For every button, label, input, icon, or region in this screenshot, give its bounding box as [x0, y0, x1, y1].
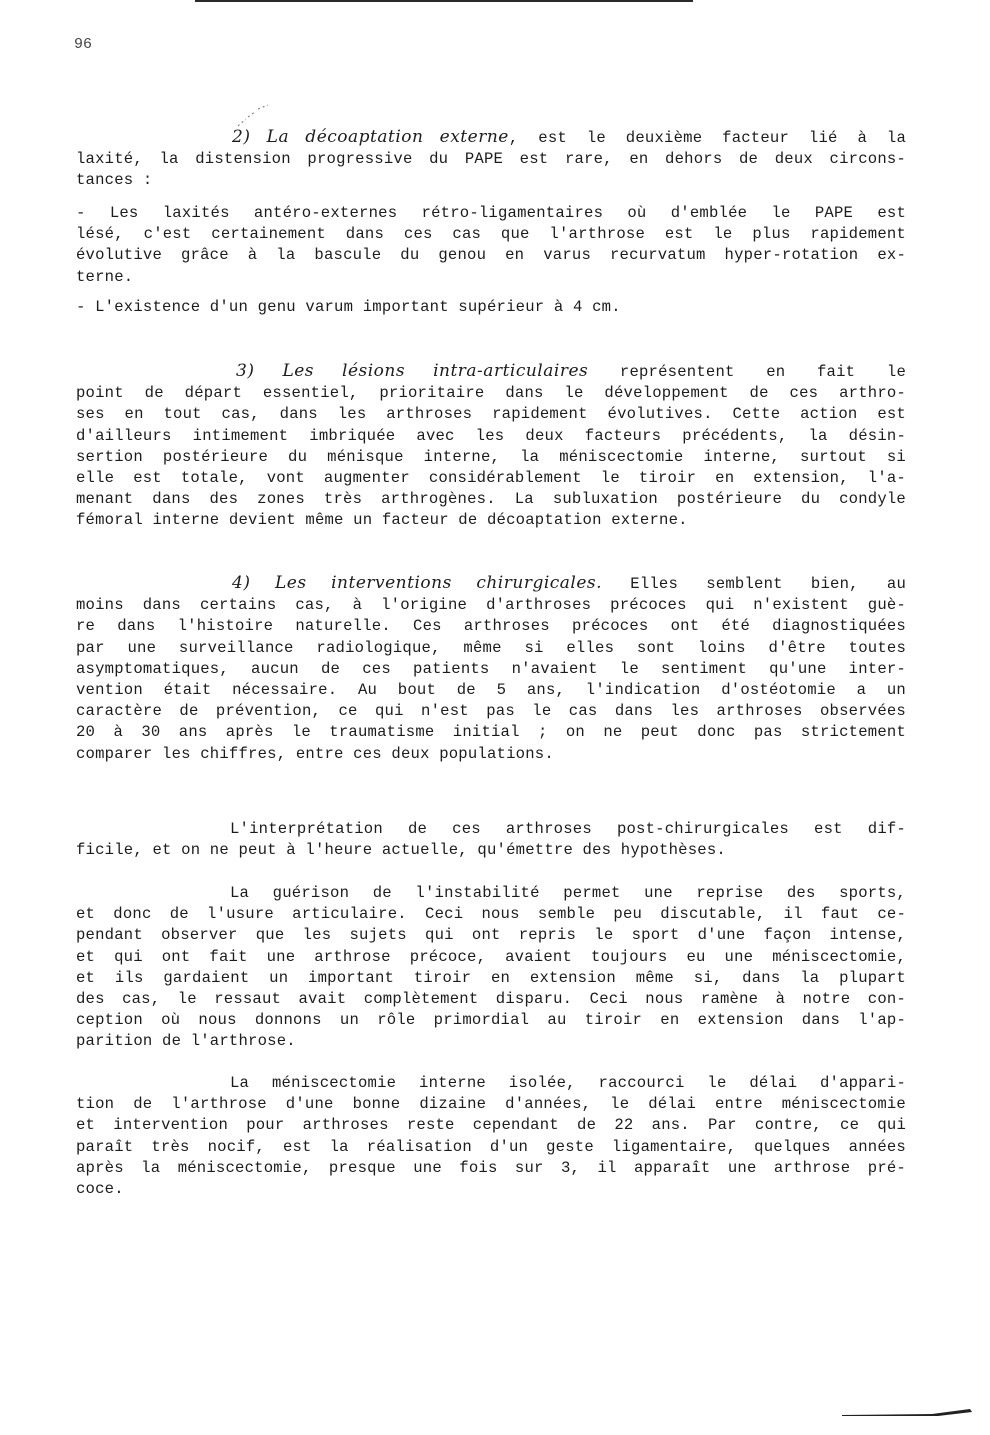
text-line: évolutive grâce à la bascule du genou en varus recurvatum hyper-rotation ex-	[76, 246, 906, 265]
text-line: caractère de prévention, ce qui n'est pas le cas dans les arthroses observées	[76, 702, 906, 721]
text-line: menant dans des zones très arthrogènes. La subluxation postérieure du condyle	[76, 490, 906, 509]
text-line: Elles semblent bien, au	[602, 575, 907, 593]
text-line: La méniscectomie interne isolée, raccourci le délai d'appari-	[230, 1074, 906, 1092]
text-line: paraît très nocif, est la réalisation d'un geste ligamentaire, quelques années	[76, 1137, 906, 1156]
text-line: terne.	[76, 267, 134, 286]
text-line: d'ailleurs intimement imbriquée avec les deux facteurs précédents, la désin-	[76, 426, 906, 445]
page-number: 96	[74, 36, 93, 53]
text-line: La guérison de l'instabilité permet une reprise des sports,	[230, 884, 906, 902]
text-line: fémoral interne devient même un facteur de décoaptation externe.	[76, 511, 688, 530]
list-item-laxites	[76, 203, 906, 288]
text-line: sertion postérieure du ménisque interne, la méniscectomie interne, surtout si	[76, 447, 906, 466]
text-line: parition de l'arthrose.	[76, 1032, 296, 1051]
text-line: ficile, et on ne peut à l'heure actuelle, qu'émettre des hypothèses.	[76, 841, 726, 860]
section-heading: 2) La décoaptation externe	[232, 127, 509, 147]
top-rule	[195, 0, 693, 2]
text-line: re dans l'histoire naturelle. Ces arthroses précoces ont été diagnostiquées	[76, 617, 906, 636]
text-line: pendant observer que les sujets qui ont repris le sport d'une façon intense,	[76, 926, 906, 945]
section-decoaptation	[76, 127, 906, 192]
list-item-genu-varum	[76, 297, 906, 318]
text-line: des cas, le ressaut avait complètement disparu. Ceci nous ramène à notre con-	[76, 990, 906, 1009]
text-line: L'interprétation de ces arthroses post-chirurgicales est dif-	[230, 820, 906, 838]
text-line: représentent en fait le	[588, 363, 906, 381]
text-line: par une surveillance radiologique, même si elles sont loins d'être toutes	[76, 638, 906, 657]
text-line: et intervention pour arthroses reste cependant de 22 ans. Par contre, ce qui	[76, 1116, 906, 1135]
text-line: - Les laxités antéro-externes rétro-ligamentaires où d'emblée le PAPE est	[76, 204, 906, 222]
paragraph-meniscectomie	[76, 1073, 906, 1200]
text-line: asymptomatiques, aucun de ces patients n'avaient le sentiment qu'une inter-	[76, 659, 906, 678]
text-line: après la méniscectomie, presque une fois sur 3, il apparaît une arthrose pré-	[76, 1158, 906, 1177]
text-line: tances :	[76, 171, 153, 190]
text-line: vention était nécessaire. Au bout de 5 ans, l'indication d'ostéotomie a un	[76, 681, 906, 700]
paragraph-guerison	[76, 883, 906, 1053]
text-line: moins dans certains cas, à l'origine d'arthroses précoces qui n'existent guè-	[76, 596, 906, 615]
text-line: - L'existence d'un genu varum important supérieur à 4 cm.	[76, 298, 621, 316]
text-line: 20 à 30 ans après le traumatisme initial ; on ne peut donc pas strictement	[76, 723, 906, 742]
text-line: tion de l'arthrose d'une bonne dizaine d'années, le délai entre méniscectomie	[76, 1095, 906, 1114]
text-line: , est le deuxième facteur lié à la	[508, 129, 906, 147]
text-line: coce.	[76, 1180, 124, 1199]
text-line: laxité, la distension progressive du PAPE est rare, en dehors de deux circons-	[76, 150, 906, 169]
text-line: et ils gardaient un important tiroir en extension même si, dans la plupart	[76, 968, 906, 987]
text-line: et qui ont fait une arthrose précoce, avaient toujours eu une méniscectomie,	[76, 947, 906, 966]
pen-mark-icon	[236, 104, 270, 128]
section-lesions	[76, 361, 906, 532]
section-heading: 4) Les interventions chirurgicales.	[232, 573, 603, 593]
pen-stroke-icon	[842, 1406, 974, 1418]
text-line: et donc de l'usure articulaire. Ceci nous semble peu discutable, il faut ce-	[76, 905, 906, 924]
text-line: comparer les chiffres, entre ces deux populations.	[76, 744, 554, 763]
text-line: elle est totale, vont augmenter considérablement le tiroir en extension, l'a-	[76, 469, 906, 488]
text-line: point de départ essentiel, prioritaire dans le développement de ces arthro-	[76, 384, 906, 403]
section-interventions	[76, 573, 906, 765]
section-heading: 3) Les lésions intra-articulaires	[236, 361, 589, 381]
text-line: ses en tout cas, dans les arthroses rapidement évolutives. Cette action est	[76, 405, 906, 424]
paragraph-interpretation	[76, 819, 906, 861]
text-line: lésé, c'est certainement dans ces cas que l'arthrose est le plus rapidement	[76, 225, 906, 244]
text-line: ception où nous donnons un rôle primordial au tiroir en extension dans l'ap-	[76, 1011, 906, 1030]
